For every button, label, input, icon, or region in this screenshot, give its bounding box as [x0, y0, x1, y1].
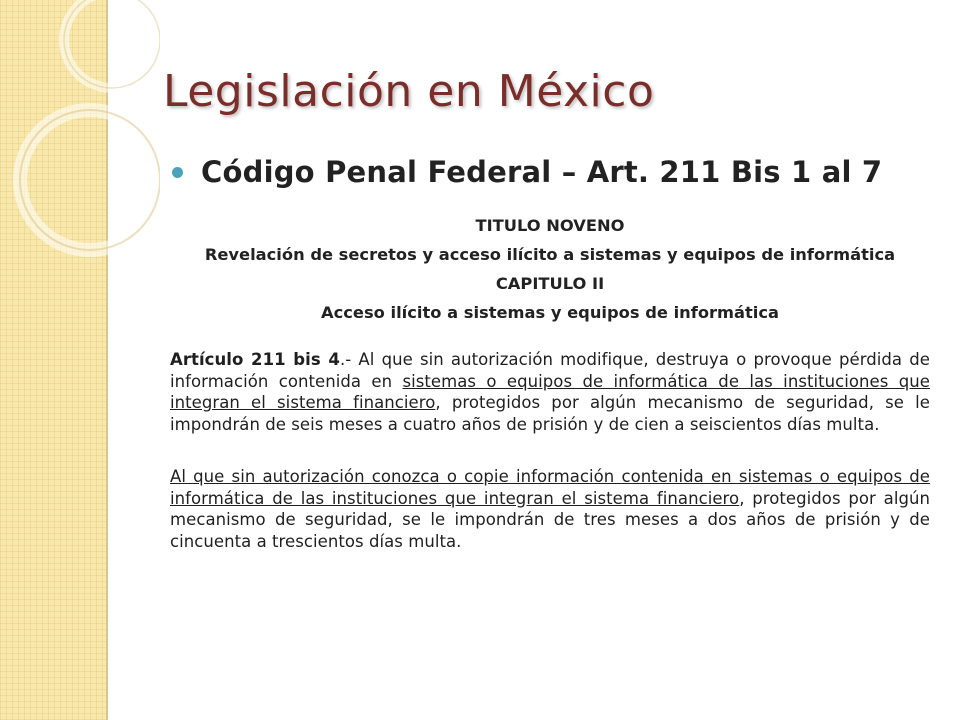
capitulo-description: Acceso ilícito a sistemas y equipos de informática — [321, 303, 779, 322]
titulo-heading: TITULO NOVENO — [475, 216, 625, 235]
article-label: Artículo 211 bis 4 — [170, 350, 340, 369]
paragraph-2-text: , protegidos por algún mecanismo de seguridad, se le impondrán de tres meses a dos años de prisión y de cincuenta a trescientos días multa. — [170, 488, 930, 551]
paragraph-1-text-b: , protegidos por algún mecanismo de seguridad, se le impondrán de seis meses a cuatro años de prisión y de cien a seiscientos días multa. — [170, 393, 930, 434]
article-paragraph-2 — [170, 466, 930, 552]
paragraph-2-underlined: Al que sin autorización conozca o copie información contenida en sistemas o equipos de informática de las instituciones que integran el sistema financiero — [170, 467, 930, 508]
bullet-text: Código Penal Federal – Art. 211 Bis 1 al 7 — [201, 155, 883, 189]
bullet-icon — [172, 167, 183, 178]
decorative-rings — [0, 0, 160, 300]
capitulo-heading: CAPITULO II — [495, 274, 605, 293]
article-paragraph-1 — [170, 349, 930, 435]
paragraph-1-text-a: .- Al que sin autorización modifique, destruya o provoque pérdida de información contenida en — [170, 350, 930, 391]
legal-headings — [168, 211, 932, 327]
bullet-item — [172, 155, 882, 189]
paragraph-1-underlined: sistemas o equipos de informática de las instituciones que integran el sistema financiero — [170, 371, 930, 412]
titulo-description: Revelación de secretos y acceso ilícito a sistemas y equipos de informática — [204, 245, 896, 264]
slide-title: Legislación en México — [163, 66, 655, 117]
